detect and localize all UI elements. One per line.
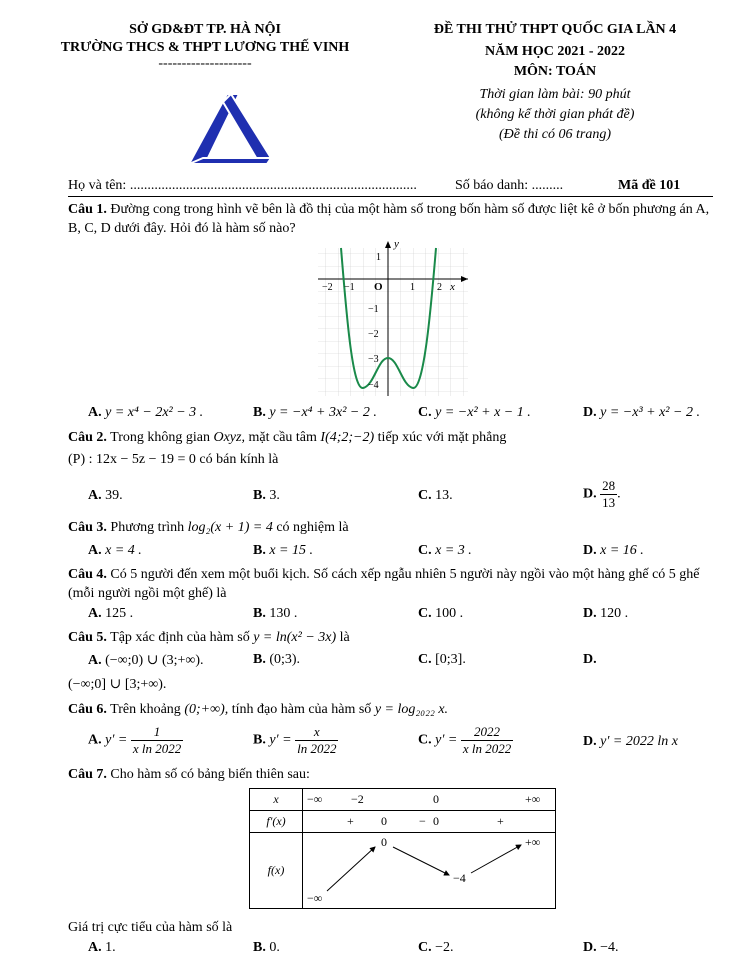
school-divider: --------------------: [158, 56, 252, 71]
graph-y-label: y: [394, 238, 399, 250]
school-logo-icon: [185, 90, 275, 170]
q5-option-d-letter[interactable]: D.: [583, 652, 597, 667]
q1-option-d[interactable]: D. y = −x³ + x² − 2 .: [583, 405, 700, 420]
question-2-line2: (P) : 12x − 5z − 19 = 0 có bán kính là: [68, 452, 279, 467]
graph-tick-y-neg2: −2: [368, 329, 379, 340]
q5-option-a[interactable]: A. (−∞;0) ∪ (3;+∞).: [88, 653, 204, 668]
q1-option-a[interactable]: A. y = x⁴ − 2x² − 3 .: [88, 405, 204, 420]
q6-option-d[interactable]: D. y′ = 2022 ln x: [583, 734, 678, 749]
variation-table: [249, 788, 556, 909]
vt-fp-sign-3: +: [497, 814, 504, 828]
graph-tick-x-neg1: −1: [344, 282, 355, 293]
header-rule: [68, 196, 713, 197]
time-limit: Thời gian làm bài: 90 phút: [479, 87, 631, 102]
question-6: Câu 6. Trên khoảng (0;+∞), tính đạo hàm của hàm số y = log₂₀₂₂ x.: [68, 702, 449, 717]
student-name-field: Họ và tên: ..................................................................................: [68, 178, 417, 193]
q1-option-b[interactable]: B. y = −x⁴ + 3x² − 2 .: [253, 405, 377, 420]
vt-fp-sign-1: +: [347, 814, 354, 828]
vt-fp-label: f′(x): [250, 811, 303, 833]
vt-fp-sign-2: −: [419, 814, 426, 828]
subject: MÔN: TOÁN: [513, 64, 597, 79]
graph-tick-x-1: 1: [410, 282, 415, 293]
graph-origin: O: [374, 281, 383, 293]
q3-option-a[interactable]: A. x = 4 .: [88, 543, 142, 558]
q1-text: Đường cong trong hình vẽ bên là đồ thị của một hàm số trong bốn hàm số được liệt kê ở bốn phương án A, B, C, D dưới đây. Hỏi đó là hàm số nào?: [68, 202, 710, 236]
q1-label: Câu 1.: [68, 202, 107, 217]
q7-option-b[interactable]: B. 0.: [253, 940, 280, 955]
vt-x-neg2: −2: [351, 792, 364, 806]
vt-x-neg-inf: −∞: [307, 792, 323, 806]
vt-x-0: 0: [433, 792, 439, 806]
time-note: (không kể thời gian phát đề): [475, 107, 635, 122]
q2-option-b[interactable]: B. 3.: [253, 488, 280, 503]
question-7: Câu 7. Cho hàm số có bảng biến thiên sau:: [68, 767, 310, 782]
q6-option-a[interactable]: A. y′ = $\frac{1}{\text{x ln 2022}}$: [88, 724, 182, 756]
q7-question: Giá trị cực tiểu của hàm số là: [68, 920, 233, 935]
q3-option-d[interactable]: D. x = 16 .: [583, 543, 644, 558]
q3-option-b[interactable]: B. x = 15 .: [253, 543, 314, 558]
exam-code: Mã đề 101: [618, 178, 681, 193]
q5-option-b[interactable]: B. (0;3).: [253, 652, 301, 667]
vt-f-neg-inf: −∞: [307, 891, 323, 905]
q4-option-c[interactable]: C. 100 .: [418, 606, 464, 621]
q7-option-a[interactable]: A. 1.: [88, 940, 116, 955]
graph-tick-y-neg4: −4: [368, 380, 379, 391]
q2-option-d[interactable]: D. $\frac{28}{13}$ .: [583, 478, 621, 510]
vt-x-pos-inf: +∞: [525, 792, 541, 806]
vt-f-min: −4: [453, 871, 466, 885]
graph-tick-y-neg1: −1: [368, 304, 379, 315]
question-4: Câu 4. Có 5 người đến xem một buổi kịch. Số cách xếp ngẫu nhiên 5 người này ngồi vào một hàng ghế có 5 ghế (mỗi người ngồi một ghế) là: [68, 567, 700, 601]
school-dept: SỞ GD&ĐT TP. HÀ NỘI: [129, 22, 281, 37]
student-id-field: Số báo danh: .........: [455, 178, 564, 193]
q7-option-d[interactable]: D. −4.: [583, 940, 619, 955]
vt-arrows: [303, 833, 553, 909]
q2-option-a[interactable]: A. 39.: [88, 488, 123, 503]
q1-option-c[interactable]: C. y = −x² + x − 1 .: [418, 405, 531, 420]
vt-fp-zero-1: 0: [381, 814, 387, 828]
vt-fp-zero-2: 0: [433, 814, 439, 828]
q6-option-b[interactable]: B. y′ = $\frac{x}{\ln 2022}$: [253, 724, 337, 756]
question-5: Câu 5. Tập xác định của hàm số y = ln(x² − 3x) là: [68, 630, 350, 645]
vt-f-pos-inf: +∞: [525, 835, 541, 849]
graph-tick-x-2: 2: [437, 282, 442, 293]
question-2: Câu 2. Trong không gian Oxyz, mặt cầu tâm I(4;2;−2) tiếp xúc với mặt phẳng: [68, 430, 507, 445]
question-1: [68, 200, 718, 238]
q4-option-d[interactable]: D. 120 .: [583, 606, 629, 621]
q3-option-c[interactable]: C. x = 3 .: [418, 543, 472, 558]
q4-option-a[interactable]: A. 125 .: [88, 606, 134, 621]
exam-title: ĐỀ THI THỬ THPT QUỐC GIA LẦN 4: [433, 22, 677, 37]
question-3: Câu 3. Phương trình log₂(x + 1) = 4 có nghiệm là: [68, 520, 349, 535]
graph-x-label: x: [450, 281, 455, 293]
q5-option-c[interactable]: C. [0;3].: [418, 652, 466, 667]
vt-f-max: 0: [381, 835, 387, 849]
graph-tick-y-neg3: −3: [368, 354, 379, 365]
q7-option-c[interactable]: C. −2.: [418, 940, 454, 955]
graph-tick-x-neg2: −2: [322, 282, 333, 293]
graph-tick-y-1: 1: [376, 252, 381, 263]
vt-f-label: f(x): [250, 833, 303, 909]
vt-x-label: x: [250, 789, 303, 811]
q4-option-b[interactable]: B. 130 .: [253, 606, 298, 621]
school-name: TRƯỜNG THCS & THPT LƯƠNG THẾ VINH: [60, 40, 350, 55]
q5-option-d[interactable]: (−∞;0] ∪ [3;+∞).: [68, 677, 167, 692]
school-year: NĂM HỌC 2021 - 2022: [485, 44, 625, 59]
q1-graph: [310, 238, 470, 398]
page-count: (Đề thi có 06 trang): [499, 127, 611, 142]
q6-option-c[interactable]: C. y′ = $\frac{2022}{\text{x ln 2022}}$: [418, 724, 512, 756]
q2-option-c[interactable]: C. 13.: [418, 488, 453, 503]
